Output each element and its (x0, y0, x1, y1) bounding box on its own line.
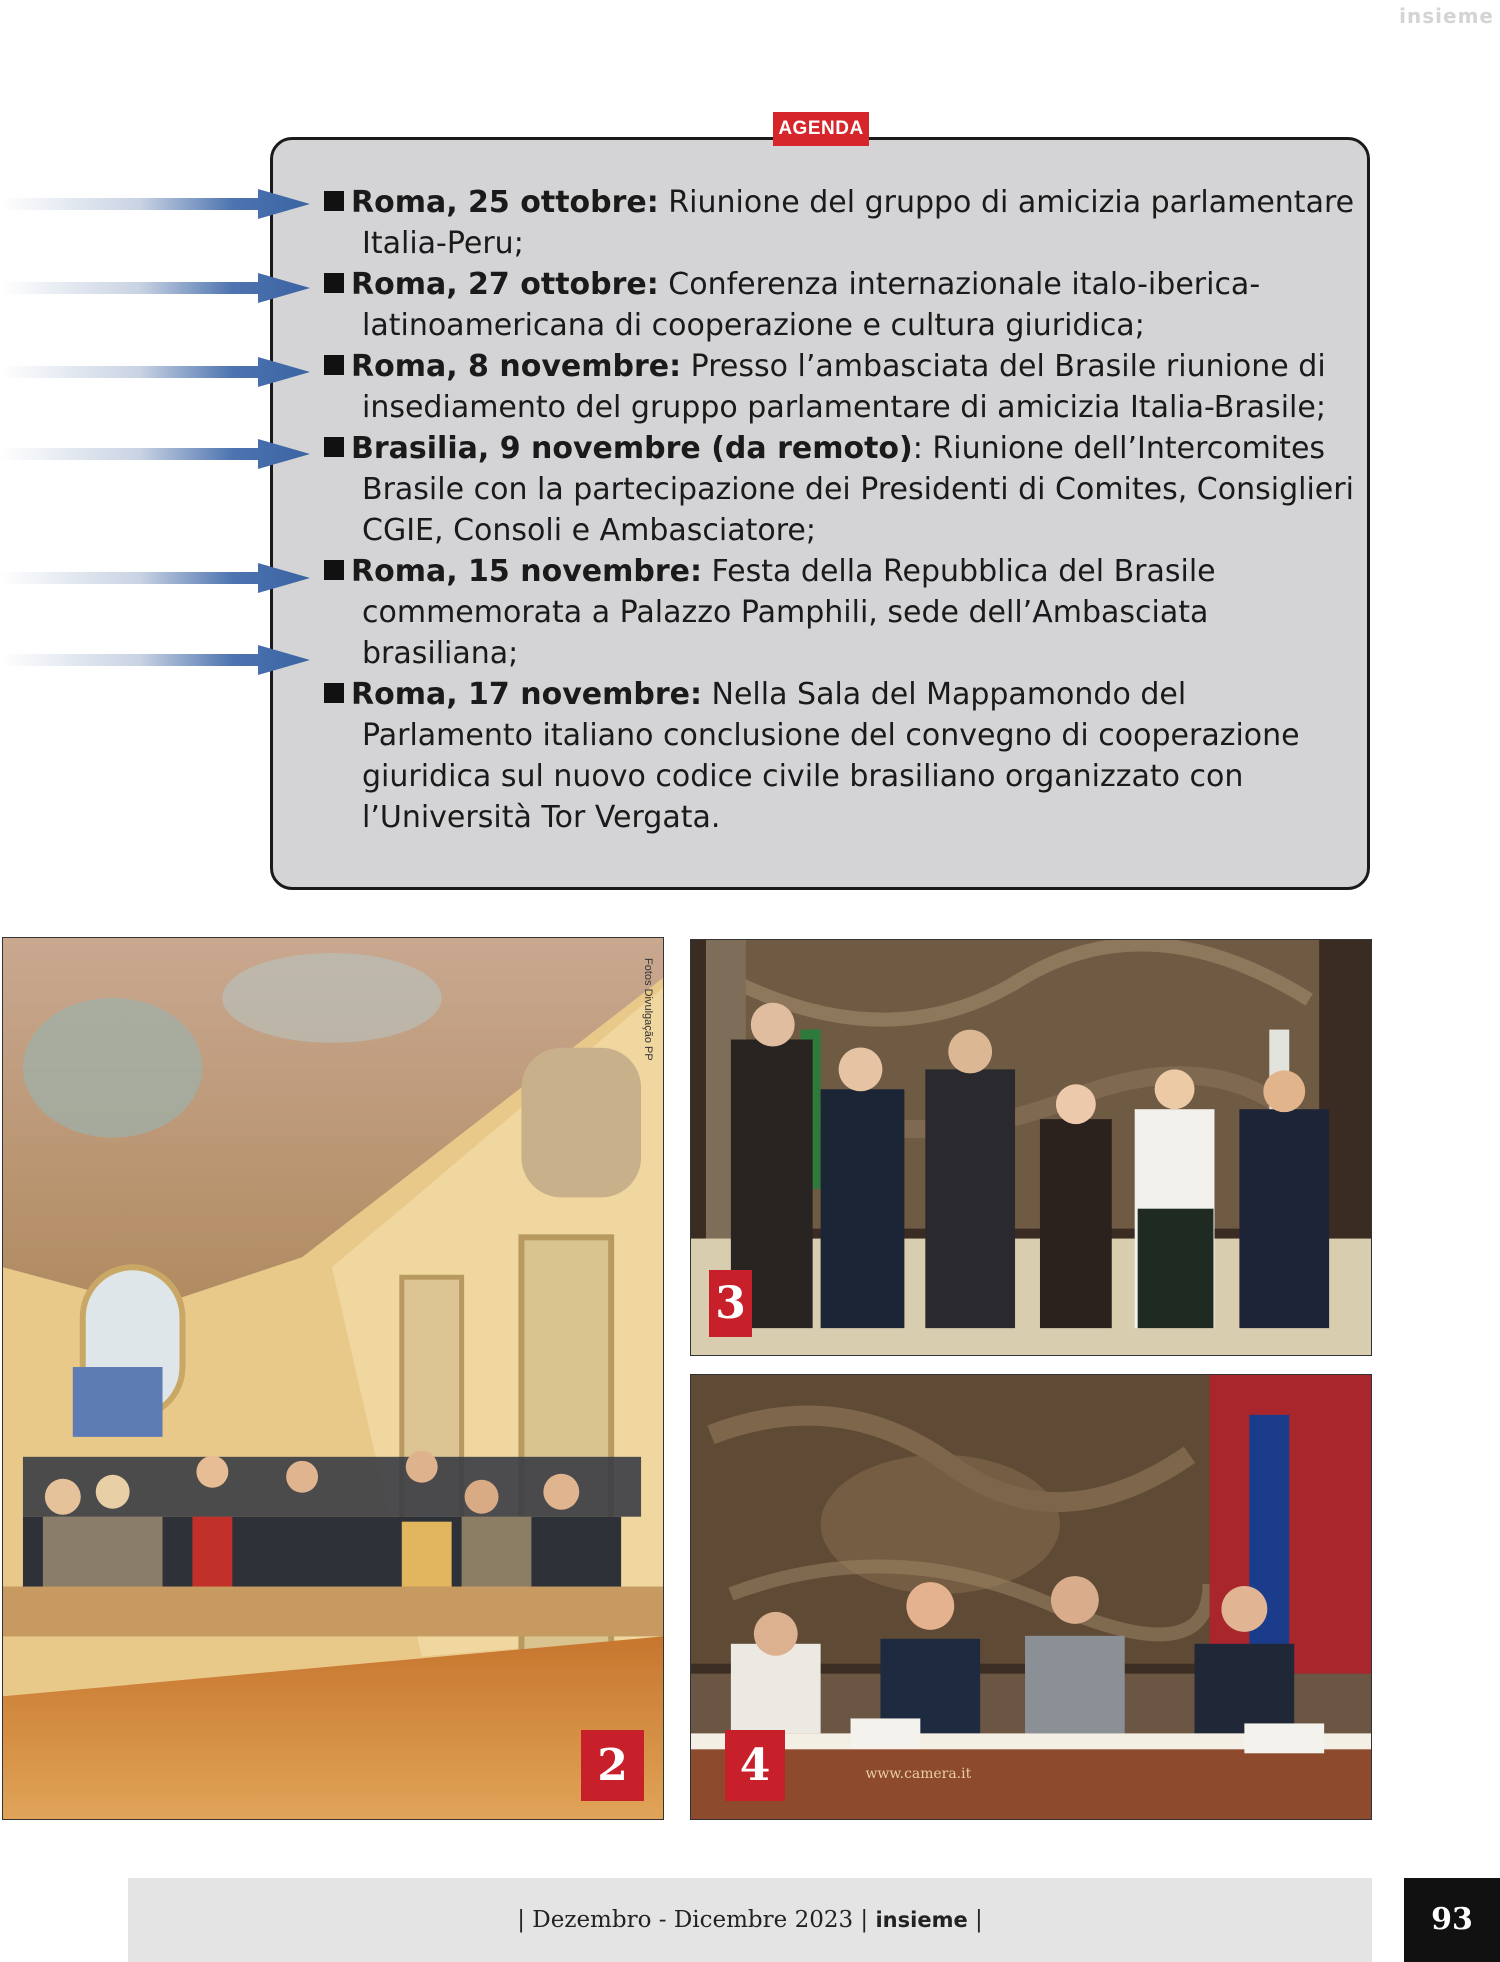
agenda-text: Presso l’ambasciata del Brasile riunione di insediamento del gruppo parlamentare di amicizia Italia-Brasile; (362, 349, 1326, 425)
website-label: www.camera.it (865, 1766, 972, 1783)
masthead-logo: insieme (1399, 4, 1494, 28)
photo-credit: Fotos Divulgação PP (642, 958, 654, 1061)
agenda-item (322, 182, 1362, 264)
arrow-icon (0, 263, 320, 313)
photo-group-hall (2, 937, 664, 1820)
agenda-text: Conferenza internazionale italo-iberica-latinoamericana di cooperazione e cultura giuridica; (362, 267, 1261, 343)
agenda-date: Roma, 25 ottobre: (351, 185, 659, 220)
agenda-item (322, 264, 1362, 346)
agenda-date: Roma, 17 novembre: (351, 677, 702, 712)
agenda-item (322, 346, 1362, 428)
agenda-date: Brasilia, 9 novembre (da remoto) (351, 431, 913, 466)
footer-separator: | (967, 1907, 983, 1933)
photo-number-badge: 4 (725, 1730, 785, 1801)
agenda-item (322, 674, 1362, 838)
footer-date: | Dezembro - Dicembre 2023 | (517, 1907, 876, 1933)
photo-group-standing (690, 939, 1372, 1356)
square-bullet-icon (324, 355, 344, 375)
square-bullet-icon (324, 437, 344, 457)
agenda-text: Nella Sala del Mappamondo del Parlamento italiano conclusione del convegno di cooperazione giuridica sul nuovo codice civile brasiliano organizzato con l’Università Tor Vergata. (362, 677, 1300, 835)
agenda-text: Riunione del gruppo di amicizia parlamentare Italia-Peru; (362, 185, 1355, 261)
square-bullet-icon (324, 560, 344, 580)
arrow-icon (0, 429, 320, 479)
agenda-list (322, 182, 1362, 838)
photo-number-badge: 3 (709, 1270, 752, 1337)
agenda-tag: AGENDA (773, 112, 869, 146)
arrow-icon (0, 179, 320, 229)
arrow-icon (0, 553, 320, 603)
agenda-item (322, 551, 1362, 674)
agenda-item (322, 428, 1362, 551)
square-bullet-icon (324, 191, 344, 211)
agenda-date: Roma, 8 novembre: (351, 349, 682, 384)
footer-brand-logo: insieme (875, 1908, 968, 1932)
photo-panel-conference (690, 1374, 1372, 1820)
agenda-date: Roma, 15 novembre: (351, 554, 702, 589)
agenda-date: Roma, 27 ottobre: (351, 267, 659, 302)
square-bullet-icon (324, 683, 344, 703)
square-bullet-icon (324, 273, 344, 293)
footer-text (128, 1878, 1372, 1962)
page-number: 93 (1404, 1878, 1500, 1962)
agenda-text: : Riunione dell’Intercomites Brasile con la partecipazione dei Presidenti di Comites, Consiglieri CGIE, Consoli e Ambasciatore; (362, 431, 1354, 548)
arrow-icon (0, 347, 320, 397)
arrow-icon (0, 635, 320, 685)
agenda-text: Festa della Repubblica del Brasile commemorata a Palazzo Pamphili, sede dell’Ambasciata brasiliana; (362, 554, 1216, 671)
photo-number-badge: 2 (581, 1730, 644, 1801)
